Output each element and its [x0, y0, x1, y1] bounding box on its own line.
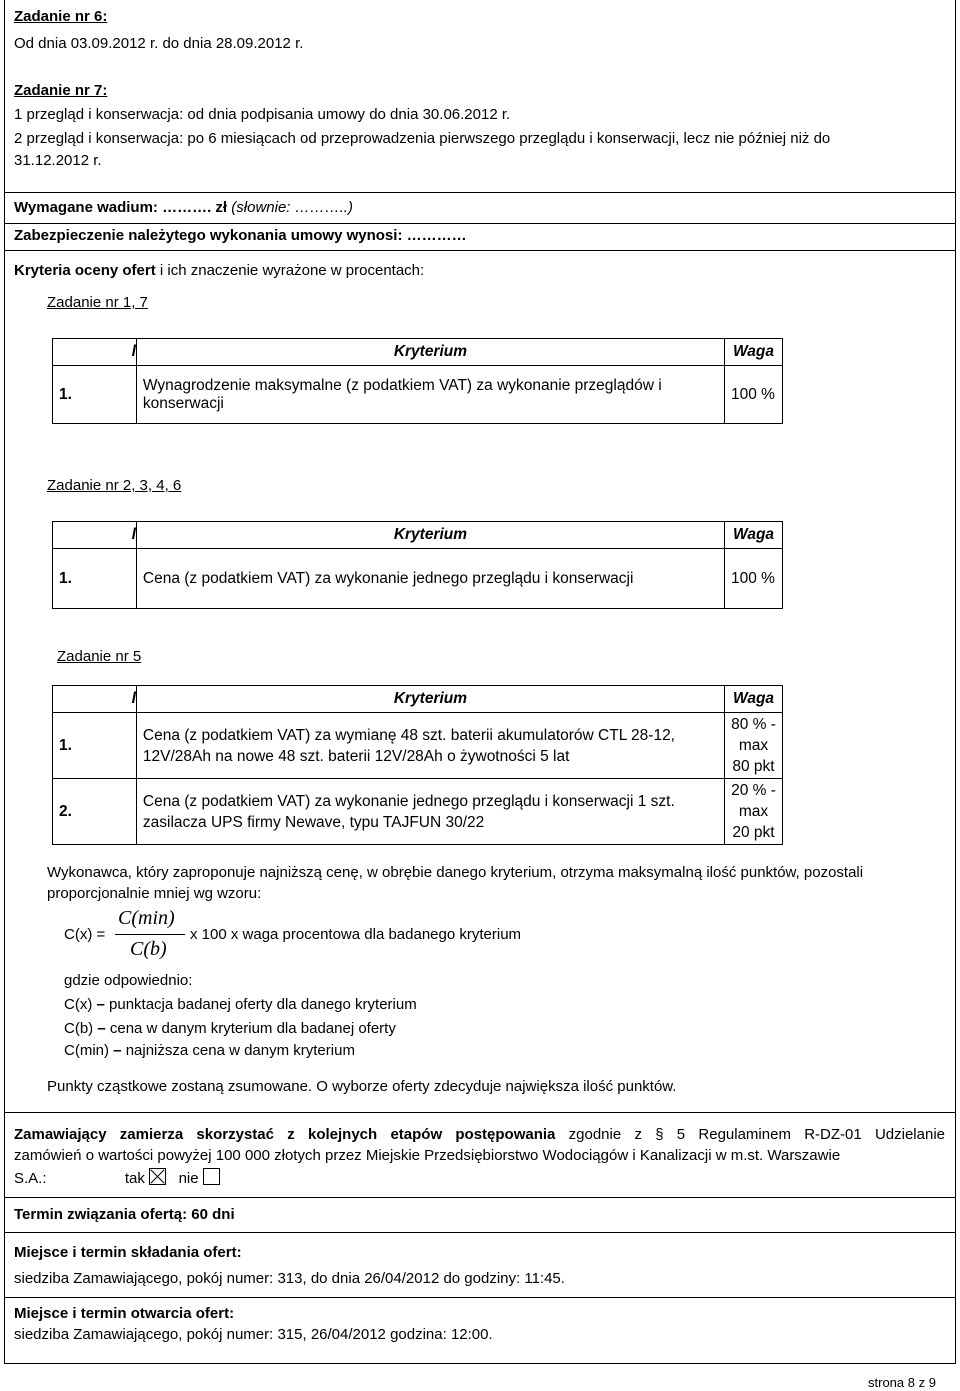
- tak-label: tak: [124, 1170, 145, 1187]
- def-desc: najniższa cena w danym kryterium: [125, 1042, 355, 1059]
- section2-title: Zadanie nr 2, 3, 4, 6: [47, 477, 182, 494]
- zabezpieczenie-value: …………: [406, 227, 467, 244]
- otwarcie-text: siedziba Zamawiającego, pokój numer: 315, 26/04/2012 godzina: 12:00.: [14, 1326, 493, 1343]
- row-weight: 100 %: [725, 549, 783, 609]
- wadium-label: Wymagane wadium:: [14, 199, 158, 216]
- wadium: [14, 199, 353, 216]
- formula-def-cx: C(x) – punktacja badanej oferty dla danego kryterium: [64, 996, 417, 1013]
- formula-summary: Punkty cząstkowe zostaną zsumowane. O wyborze oferty zdecyduje największa ilość punktów.: [47, 1078, 677, 1095]
- task7-line3: 31.12.2012 r.: [14, 152, 102, 169]
- task7-line1: 1 przegląd i konserwacja: od dnia podpisania umowy do dnia 30.06.2012 r.: [14, 106, 511, 123]
- formula-intro-1: Wykonawca, który zaproponuje najniższą cenę, w obrębie danego kryterium, otrzyma maksymalną ilość punktów, pozostali: [47, 864, 864, 881]
- row-criterion: Cena (z podatkiem VAT) za wymianę 48 szt. baterii akumulatorów CTL 28-12, 12V/28Ah na nowe 48 szt. baterii 12V/28Ah o żywotności 5 lat: [136, 713, 724, 779]
- row-weight: 20 % - max 20 pkt: [725, 779, 783, 845]
- etapy-line2: zamówień o wartości powyżej 100 000 złotych przez Miejskie Przedsiębiorstwo Wodociągów i Kanalizacji w m.st. Warszawie: [14, 1147, 841, 1164]
- row-criterion: Wynagrodzenie maksymalne (z podatkiem VAT) za wykonanie przeglądów i konserwacji: [136, 366, 724, 424]
- frame-bottom: [4, 1363, 956, 1364]
- row-number: 1.: [53, 549, 137, 609]
- formula-fraction-bar: [115, 934, 185, 935]
- section2-hdr-crit: Kryterium: [136, 522, 724, 549]
- section2-header-row: [53, 522, 783, 549]
- task6-title: Zadanie nr 6:: [14, 8, 108, 25]
- skladanie-title: Miejsce i termin składania ofert:: [14, 1244, 242, 1261]
- section3-hdr-waga: Waga: [725, 686, 783, 713]
- etapy-line1: [14, 1126, 945, 1143]
- formula-tail: x 100 x waga procentowa dla badanego kryterium: [190, 926, 522, 943]
- row-weight: 100 %: [724, 366, 782, 424]
- def-desc: cena w danym kryterium dla badanej oferty: [109, 1020, 396, 1037]
- section2-hdr-num: l: [53, 522, 137, 549]
- row-criterion: Cena (z podatkiem VAT) za wykonanie jednego przeglądu i konserwacji 1 szt. zasilacza UPS firmy Newave, typu TAJFUN 30/22: [136, 779, 724, 845]
- otwarcie-title: Miejsce i termin otwarcia ofert:: [14, 1305, 235, 1322]
- kryteria-intro-rest: i ich znaczenie wyrażone w procentach:: [155, 262, 425, 279]
- formula-numerator: C(min): [118, 907, 175, 929]
- section3-table: [52, 685, 783, 845]
- etapy-bold: Zamawiający zamierza skorzystać z kolejnych etapów postępowania: [14, 1126, 556, 1143]
- etapy-sa: S.A.:: [14, 1170, 47, 1187]
- divider-6: [4, 1232, 956, 1233]
- zabezpieczenie: [14, 227, 467, 244]
- kryteria-intro: [14, 262, 424, 279]
- kryteria-intro-bold: Kryteria oceny ofert: [14, 262, 156, 279]
- section3-header-row: [53, 686, 783, 713]
- formula-cx: C(x) =: [64, 926, 106, 943]
- tak-checkbox-checked-icon[interactable]: [149, 1168, 166, 1185]
- skladanie-text: siedziba Zamawiającego, pokój numer: 313, do dnia 26/04/2012 do godziny: 11:45.: [14, 1270, 565, 1287]
- formula-denominator: C(b): [130, 938, 167, 960]
- divider-3: [4, 250, 956, 251]
- def-desc: punktacja badanej oferty dla danego kryterium: [109, 996, 417, 1013]
- page-number: strona 8 z 9: [868, 1375, 936, 1390]
- section1-hdr-num: l: [53, 339, 137, 366]
- section1-hdr-crit: Kryterium: [136, 339, 724, 366]
- nie-checkbox-icon[interactable]: [203, 1168, 220, 1185]
- task6-dates: Od dnia 03.09.2012 r. do dnia 28.09.2012 r.: [14, 35, 304, 52]
- section2-hdr-waga: Waga: [725, 522, 783, 549]
- wadium-value: ………. zł: [162, 199, 228, 216]
- frame-left: [4, 0, 5, 1364]
- section1-hdr-waga: Waga: [724, 339, 782, 366]
- row-number: 1.: [53, 366, 137, 424]
- section1-title: Zadanie nr 1, 7: [47, 294, 148, 311]
- section3-title: Zadanie nr 5: [57, 648, 142, 665]
- etapy-line3: [14, 1168, 220, 1187]
- termin: Termin związania ofertą: 60 dni: [14, 1206, 235, 1223]
- def-term: C(b): [64, 1020, 94, 1037]
- task7-title: Zadanie nr 7:: [14, 82, 108, 99]
- divider-7: [4, 1297, 956, 1298]
- task7-line2: 2 przegląd i konserwacja: po 6 miesiącach od przeprowadzenia pierwszego przeglądu i konserwacji, lecz nie później niż do: [14, 130, 831, 147]
- def-term: C(min): [64, 1042, 109, 1059]
- section3-hdr-num: l: [53, 686, 137, 713]
- table-row: [53, 366, 783, 424]
- row-criterion: Cena (z podatkiem VAT) za wykonanie jednego przeglądu i konserwacji: [136, 549, 724, 609]
- zabezpieczenie-label: Zabezpieczenie należytego wykonania umowy wynosi:: [14, 227, 403, 244]
- divider-2: [4, 223, 956, 224]
- section1-table: [52, 338, 783, 424]
- divider-1: [4, 192, 956, 193]
- nie-label: nie: [178, 1170, 199, 1187]
- section1-header-row: [53, 339, 783, 366]
- formula-def-cmin: C(min) – najniższa cena w danym kryterium: [64, 1042, 355, 1059]
- section2-table: [52, 521, 783, 609]
- def-term: C(x): [64, 996, 93, 1013]
- formula-intro-2: proporcjonalnie mniej wg wzoru:: [47, 885, 262, 902]
- table-row: [53, 549, 783, 609]
- formula-gdzie: gdzie odpowiednio:: [64, 972, 193, 989]
- formula-def-cb: C(b) – cena w danym kryterium dla badanej oferty: [64, 1020, 396, 1037]
- etapy-rest: zgodnie z § 5 Regulaminem R-DZ-01 Udzielanie: [555, 1126, 945, 1143]
- table-row: [53, 779, 783, 845]
- row-number: 2.: [53, 779, 137, 845]
- section3-hdr-crit: Kryterium: [136, 686, 724, 713]
- frame-right: [955, 0, 956, 1364]
- wadium-slownie: (słownie: ………..): [231, 199, 353, 216]
- table-row: [53, 713, 783, 779]
- row-weight: 80 % - max 80 pkt: [725, 713, 783, 779]
- row-number: 1.: [53, 713, 137, 779]
- divider-4: [4, 1112, 956, 1113]
- divider-5: [4, 1197, 956, 1198]
